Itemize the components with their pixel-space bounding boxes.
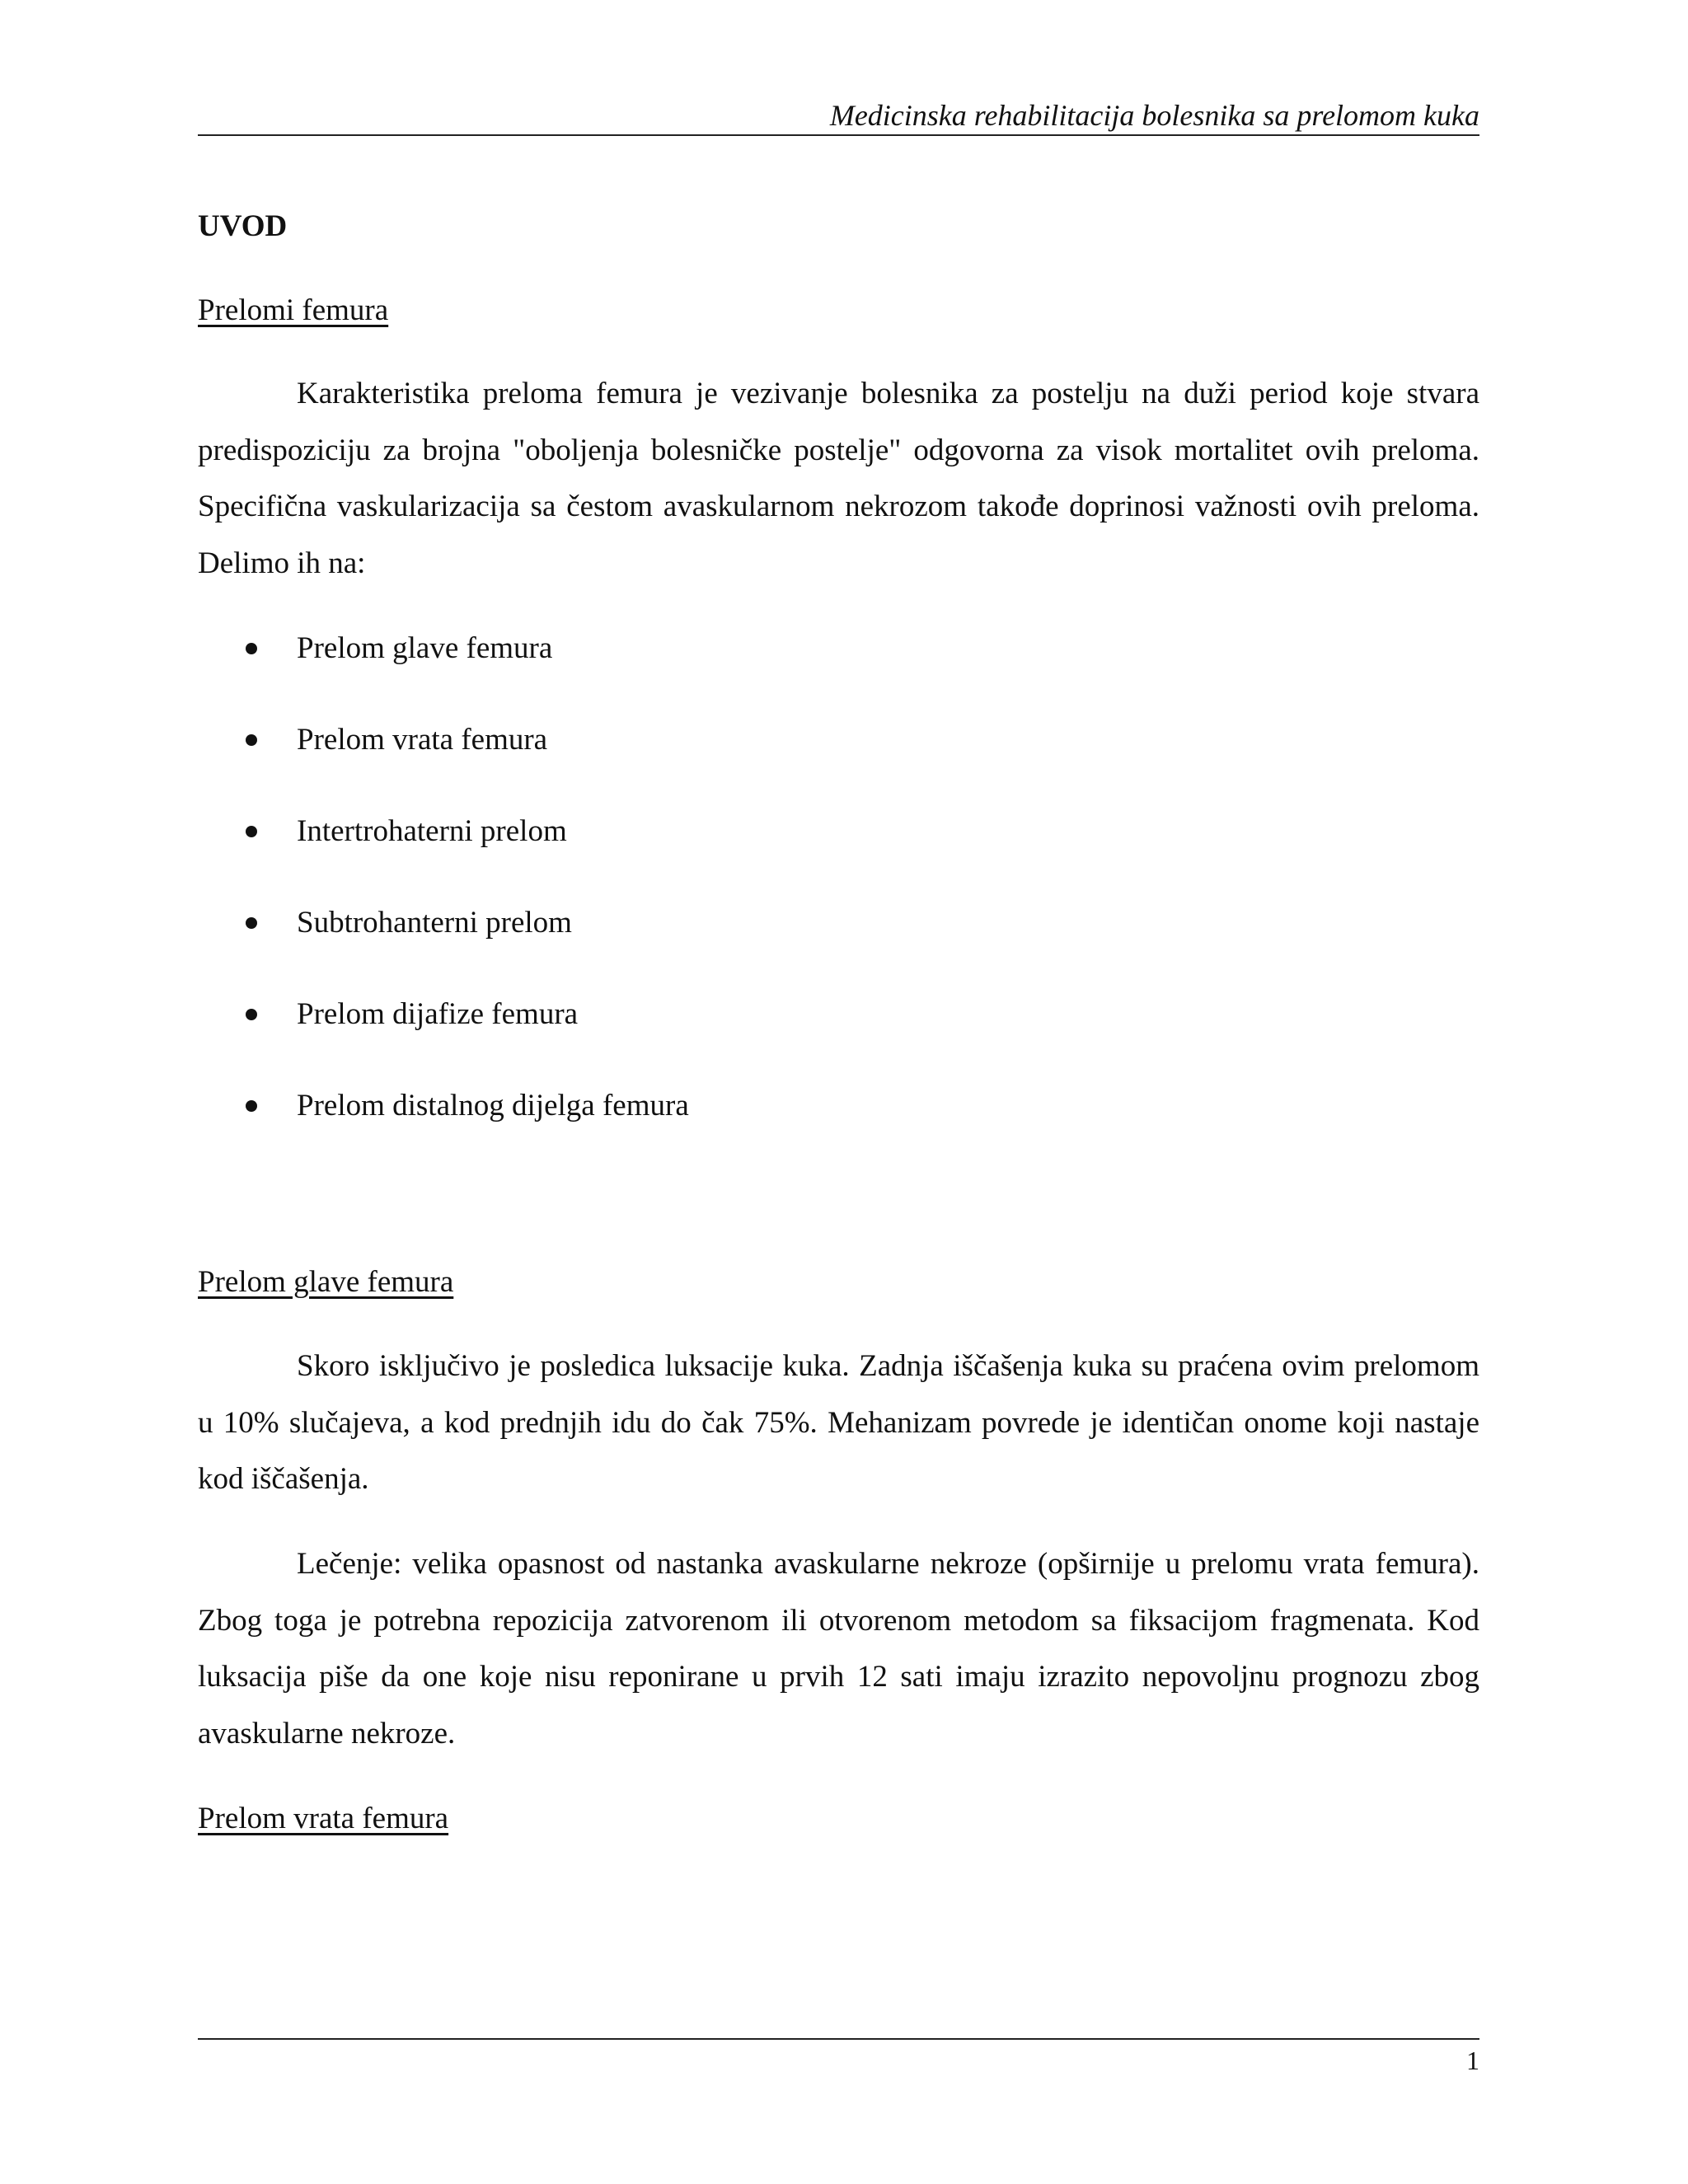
glava-paragraph-block-2 xyxy=(198,1536,1479,1762)
list-item-label: Prelom dijafize femura xyxy=(297,997,579,1031)
intro-paragraph-block xyxy=(198,366,1479,592)
bullet-icon xyxy=(246,734,257,746)
bullet-icon xyxy=(246,1009,257,1020)
list-item-label: Prelom glave femura xyxy=(297,631,553,665)
page-number: 1 xyxy=(1466,2046,1479,2075)
glava-paragraph-block-1 xyxy=(198,1338,1479,1508)
list-item xyxy=(198,1086,1479,1178)
running-header: Medicinska rehabilitacija bolesnika sa prelomom kuka xyxy=(829,99,1479,132)
list-item-label: Prelom distalnog dijelga femura xyxy=(297,1089,689,1122)
list-item xyxy=(198,629,1479,720)
list-item xyxy=(198,903,1479,995)
section-heading-prelom-glave-femura: Prelom glave femura xyxy=(198,1265,454,1299)
header-rule xyxy=(198,134,1479,136)
fracture-types-list xyxy=(198,629,1479,1178)
bullet-icon xyxy=(246,643,257,654)
list-item-label: Prelom vrata femura xyxy=(297,723,548,757)
section-heading-prelom-vrata-femura: Prelom vrata femura xyxy=(198,1802,449,1835)
bullet-icon xyxy=(246,917,257,929)
list-item xyxy=(198,720,1479,812)
list-item xyxy=(198,995,1479,1086)
bullet-icon xyxy=(246,826,257,837)
glava-paragraph-1: Skoro isključivo je posledica luksacije kuka. Zadnja iščašenja kuka su praćena ovim prelomom u 10% slučajeva, a kod prednjih idu do čak 75%. Mehanizam povrede je identičan onome koji nastaje kod iščašenja. xyxy=(198,1349,1479,1496)
bullet-icon xyxy=(246,1100,257,1112)
list-item-label: Subtrohanterni prelom xyxy=(297,906,572,940)
chapter-title: UVOD xyxy=(198,209,288,243)
glava-paragraph-2: Lečenje: velika opasnost od nastanka avaskularne nekroze (opširnije u prelomu vrata femura). Zbog toga je potrebna repozicija zatvorenom ili otvorenom metodom sa fiksacijom fragmenata. Kod luksacija piše da one koje nisu reponirane u prvih 12 sati imaju izrazito nepovoljnu prognozu zbog avaskularne nekroze. xyxy=(198,1547,1479,1750)
section-heading-prelomi-femura: Prelomi femura xyxy=(198,293,389,327)
footer-rule xyxy=(198,2038,1479,2040)
list-item-label: Intertrohaterni prelom xyxy=(297,814,567,848)
list-item xyxy=(198,812,1479,903)
intro-paragraph: Karakteristika preloma femura je vezivanje bolesnika za postelju na duži period koje stvara predispoziciju za brojna "oboljenja bolesničke postelje" odgovorna za visok mortalitet ovih preloma. Specifična vaskularizacija sa čestom avaskularnom nekrozom takođe doprinosi važnosti ovih preloma. Delimo ih na: xyxy=(198,377,1479,580)
